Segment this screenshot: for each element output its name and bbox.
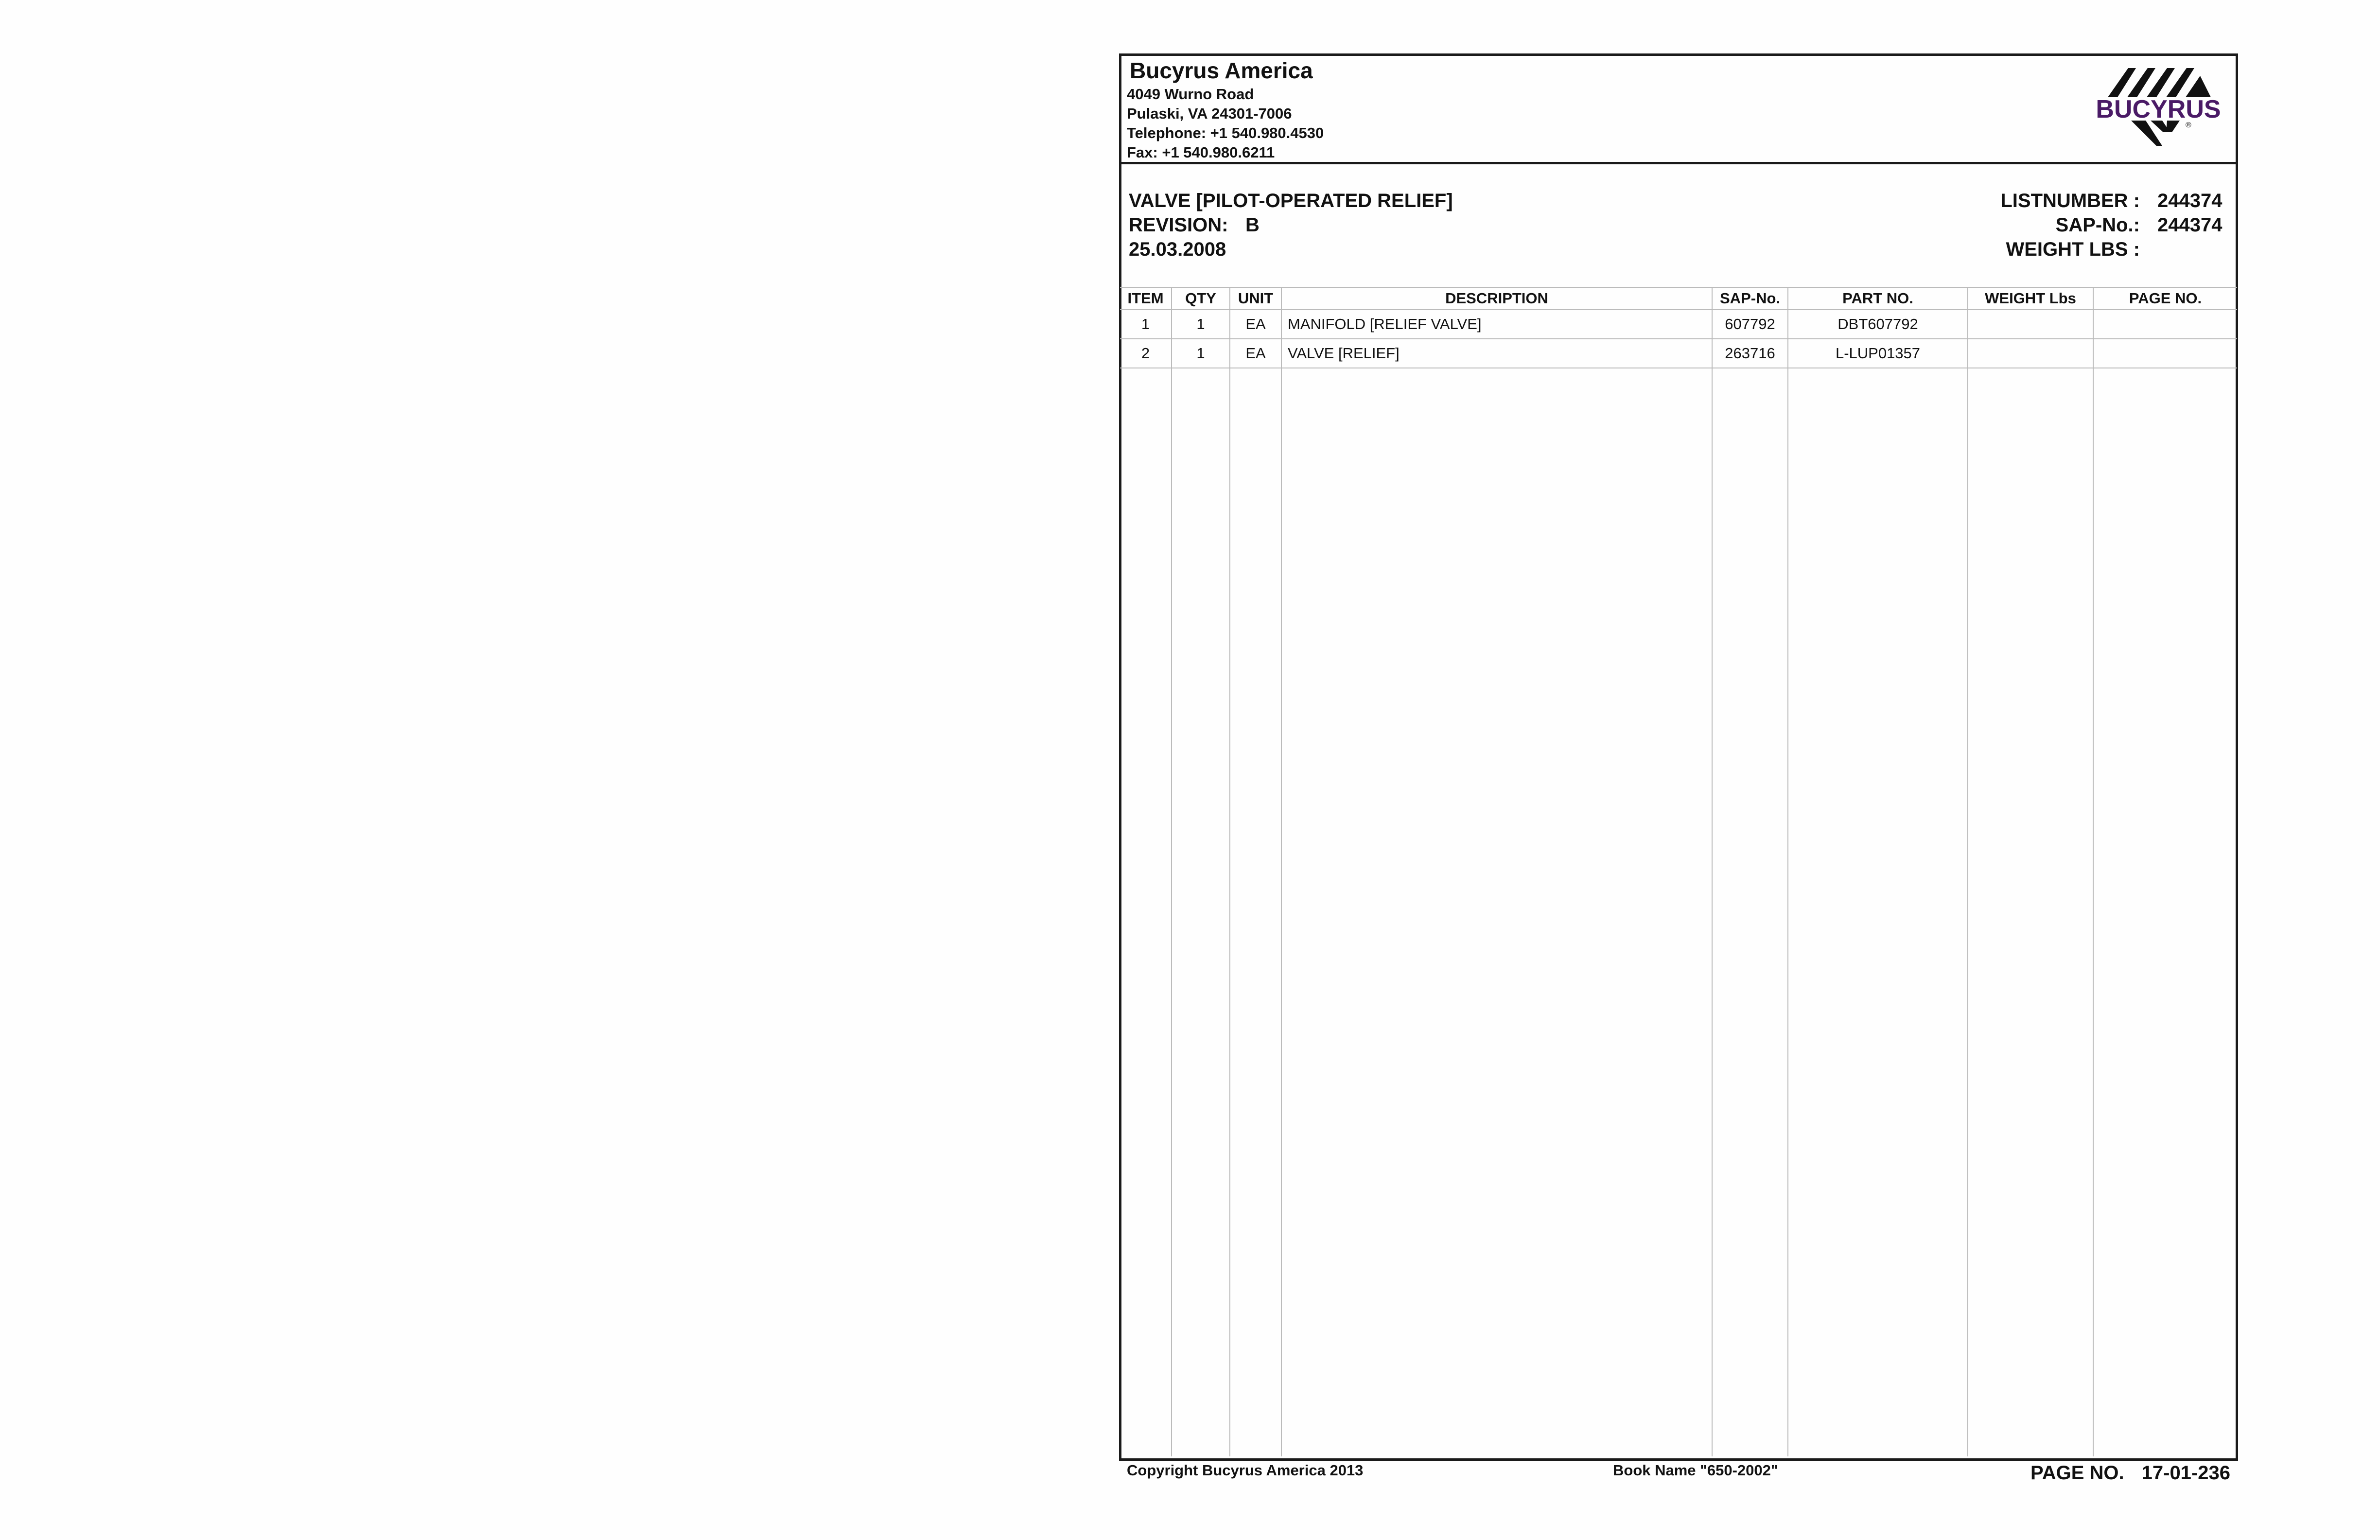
page-no-cell xyxy=(2093,339,2237,368)
page-number xyxy=(2030,1461,2230,1485)
column-header-page-no: PAGE NO. xyxy=(2093,287,2237,310)
document-date: 25.03.2008 xyxy=(1129,239,1226,260)
page-number-label: PAGE NO. xyxy=(2030,1462,2124,1484)
company-address-block xyxy=(1127,56,1324,162)
company-address-line-1: 4049 Wurno Road xyxy=(1127,86,1254,103)
column-header-sap-no: SAP-No. xyxy=(1712,287,1788,310)
document-title-block xyxy=(1129,189,1453,262)
sap-label: SAP-No.: xyxy=(2055,214,2140,236)
table-row xyxy=(1120,339,2237,368)
registered-mark: ® xyxy=(2186,121,2191,129)
revision-row xyxy=(1129,213,1453,237)
column-header-qty: QTY xyxy=(1172,287,1230,310)
company-fax: Fax: +1 540.980.6211 xyxy=(1127,144,1275,161)
company-address-line-2: Pulaski, VA 24301-7006 xyxy=(1127,105,1292,122)
weight-cell xyxy=(1968,310,2093,339)
book-name: Book Name "650-2002" xyxy=(1613,1462,1778,1479)
part-no-cell: DBT607792 xyxy=(1788,310,1968,339)
listnumber-value: 244374 xyxy=(2157,190,2222,211)
page-number-value: 17-01-236 xyxy=(2141,1462,2230,1484)
item-cell: 1 xyxy=(1120,310,1172,339)
part-no-cell: L-LUP01357 xyxy=(1788,339,1968,368)
unit-cell: EA xyxy=(1230,310,1281,339)
revision-value: B xyxy=(1245,214,1260,236)
description-cell: VALVE [RELIEF] xyxy=(1281,339,1712,368)
table-row xyxy=(1120,310,2237,339)
company-telephone: Telephone: +1 540.980.4530 xyxy=(1127,124,1324,141)
listnumber-row xyxy=(2000,189,2225,213)
weight-label: WEIGHT LBS : xyxy=(2006,239,2140,260)
description-cell: MANIFOLD [RELIEF VALVE] xyxy=(1281,310,1712,339)
header-divider xyxy=(1119,162,2238,164)
weight-value xyxy=(2157,237,2225,262)
list-number-block xyxy=(2000,189,2225,262)
column-header-item: ITEM xyxy=(1120,287,1172,310)
unit-cell: EA xyxy=(1230,339,1281,368)
qty-cell: 1 xyxy=(1172,339,1230,368)
sap-no-cell: 607792 xyxy=(1712,310,1788,339)
revision-label: REVISION: xyxy=(1129,214,1228,236)
parts-table xyxy=(1120,287,2237,1456)
column-header-description: DESCRIPTION xyxy=(1281,287,1712,310)
company-name: Bucyrus America xyxy=(1130,58,1313,83)
sap-row xyxy=(2000,213,2225,237)
qty-cell: 1 xyxy=(1172,310,1230,339)
sap-no-cell: 263716 xyxy=(1712,339,1788,368)
weight-cell xyxy=(1968,339,2093,368)
item-cell: 2 xyxy=(1120,339,1172,368)
weight-row xyxy=(2000,237,2225,262)
listnumber-label: LISTNUMBER : xyxy=(2000,190,2140,211)
page-no-cell xyxy=(2093,310,2237,339)
column-header-part-no: PART NO. xyxy=(1788,287,1968,310)
logo-wordmark: BUCYRUS xyxy=(2096,95,2221,123)
copyright-notice: Copyright Bucyrus America 2013 xyxy=(1127,1462,1364,1479)
sap-value: 244374 xyxy=(2157,214,2222,236)
column-header-weight: WEIGHT Lbs xyxy=(1968,287,2093,310)
column-header-unit: UNIT xyxy=(1230,287,1281,310)
document-title: VALVE [PILOT-OPERATED RELIEF] xyxy=(1129,190,1453,211)
table-header-row xyxy=(1120,287,2237,310)
table-empty-area xyxy=(1120,368,2237,1456)
bucyrus-logo xyxy=(2089,64,2230,152)
